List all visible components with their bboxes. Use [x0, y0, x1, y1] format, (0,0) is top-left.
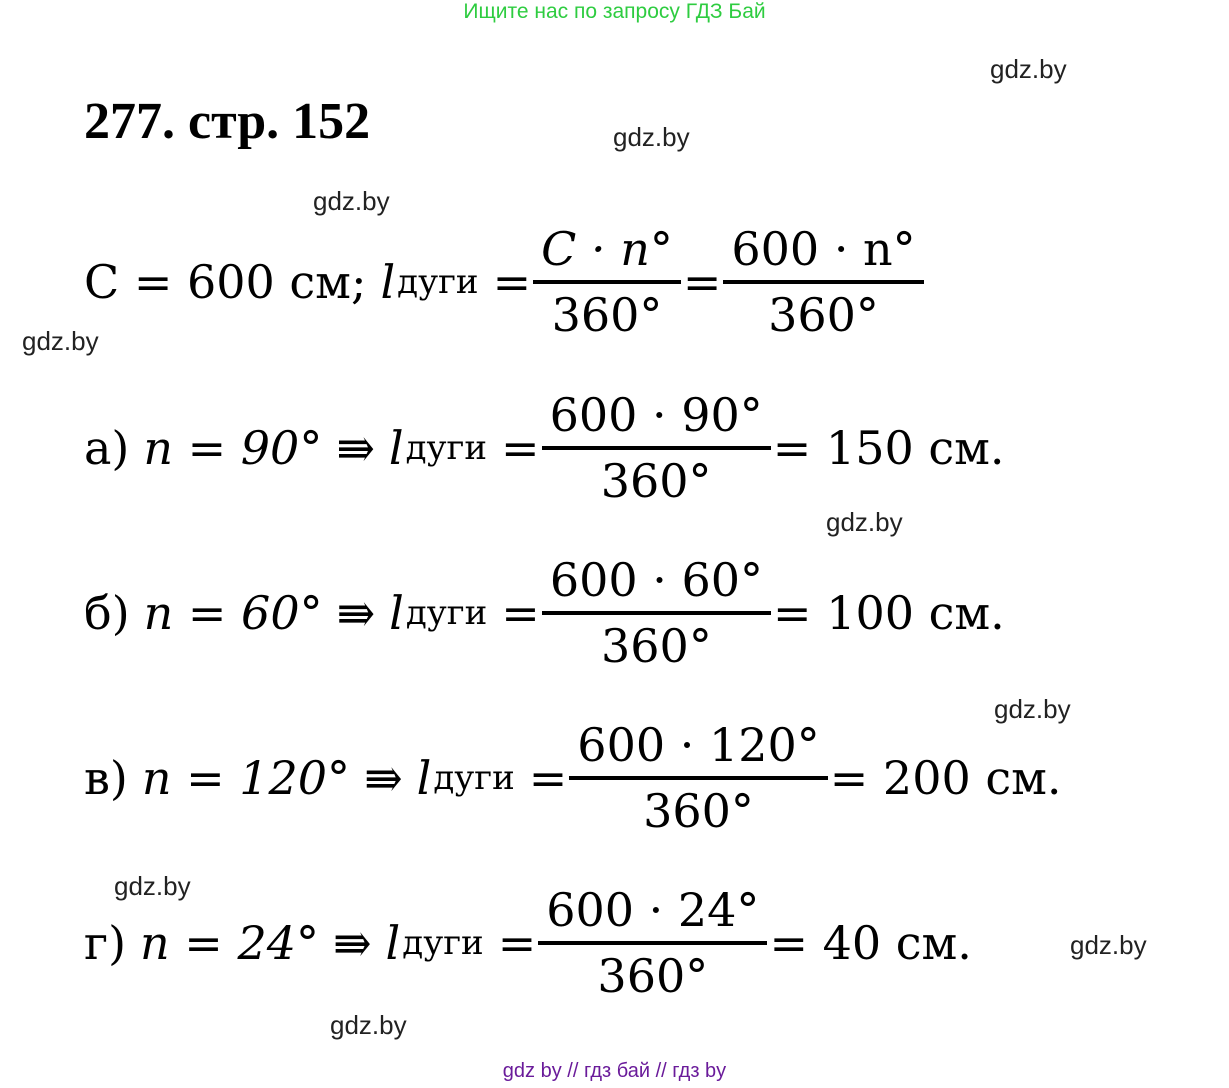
fraction-numerator: 600 · 120°	[577, 718, 820, 772]
fraction-numerator: 600 · 24°	[546, 883, 760, 937]
arc-length-symbol: l	[416, 751, 432, 805]
main-formula	[84, 222, 926, 342]
result: = 40 см.	[769, 916, 972, 970]
top-search-link[interactable]: Ищите нас по запросу ГДЗ Бай	[463, 0, 766, 23]
equals-sign: =	[501, 586, 540, 640]
fraction-denominator: 360°	[542, 611, 771, 673]
arc-subscript: дуги	[402, 923, 484, 963]
watermark: gdz.by	[1070, 930, 1147, 960]
arc-length-symbol: l	[380, 255, 396, 309]
watermark: gdz.by	[22, 326, 99, 356]
arc-length-symbol: l	[389, 586, 404, 640]
fraction	[542, 883, 763, 1003]
implies-arrow: ⇛	[336, 421, 375, 475]
implies-arrow: ⇛	[333, 916, 372, 970]
condition: n = 60°	[143, 586, 323, 640]
watermark: gdz.by	[990, 54, 1067, 84]
solution-line-g	[84, 883, 972, 1003]
fraction-numerator: 600 · n°	[731, 222, 916, 276]
fraction-denominator: 360°	[533, 280, 681, 342]
watermark: gdz.by	[114, 871, 191, 901]
solution-line-a	[84, 388, 1005, 508]
condition: n = 90°	[143, 421, 323, 475]
arc-subscript: дуги	[405, 593, 488, 633]
result: = 200 см.	[829, 751, 1062, 805]
fraction-denominator: 360°	[723, 280, 923, 342]
result: = 150 см.	[772, 421, 1005, 475]
condition: n = 120°	[141, 751, 351, 805]
watermark: gdz.by	[826, 507, 903, 537]
item-label: в)	[84, 751, 128, 805]
fraction-general	[537, 222, 677, 342]
footer-links[interactable]: gdz by // гдз бай // гдз by	[502, 1060, 727, 1082]
item-label: б)	[84, 586, 130, 640]
fraction-numerator: 600 · 60°	[549, 553, 764, 607]
watermark: gdz.by	[330, 1010, 407, 1040]
solution-line-b	[84, 553, 1005, 673]
condition: n = 24°	[140, 916, 319, 970]
result: = 100 см.	[773, 586, 1005, 640]
fraction-substituted	[727, 222, 919, 342]
fraction	[573, 718, 823, 838]
item-label: а)	[84, 421, 130, 475]
watermark: gdz.by	[313, 186, 390, 216]
watermark: gdz.by	[994, 694, 1071, 724]
solution-line-v	[84, 718, 1062, 838]
fraction-denominator: 360°	[542, 446, 771, 508]
arc-subscript: дуги	[405, 428, 488, 468]
arc-length-symbol: l	[385, 916, 401, 970]
fraction	[546, 388, 767, 508]
fraction	[546, 553, 767, 673]
arc-length-symbol: l	[388, 421, 404, 475]
fraction-numerator: 600 · 90°	[549, 388, 763, 442]
implies-arrow: ⇛	[336, 586, 376, 640]
item-label: г)	[84, 916, 127, 970]
equals-sign: =	[682, 255, 722, 309]
given-circumference: C = 600 см;	[84, 255, 367, 309]
equals-sign: =	[492, 255, 532, 309]
problem-title: 277. стр. 152	[84, 93, 371, 150]
arc-subscript: дуги	[397, 262, 479, 302]
implies-arrow: ⇛	[364, 751, 403, 805]
equals-sign: =	[501, 421, 540, 475]
equals-sign: =	[497, 916, 537, 970]
fraction-denominator: 360°	[569, 776, 827, 838]
watermark: gdz.by	[613, 122, 690, 152]
fraction-numerator: C · n°	[541, 222, 673, 276]
arc-subscript: дуги	[433, 758, 515, 798]
equals-sign: =	[528, 751, 568, 805]
fraction-denominator: 360°	[538, 941, 767, 1003]
